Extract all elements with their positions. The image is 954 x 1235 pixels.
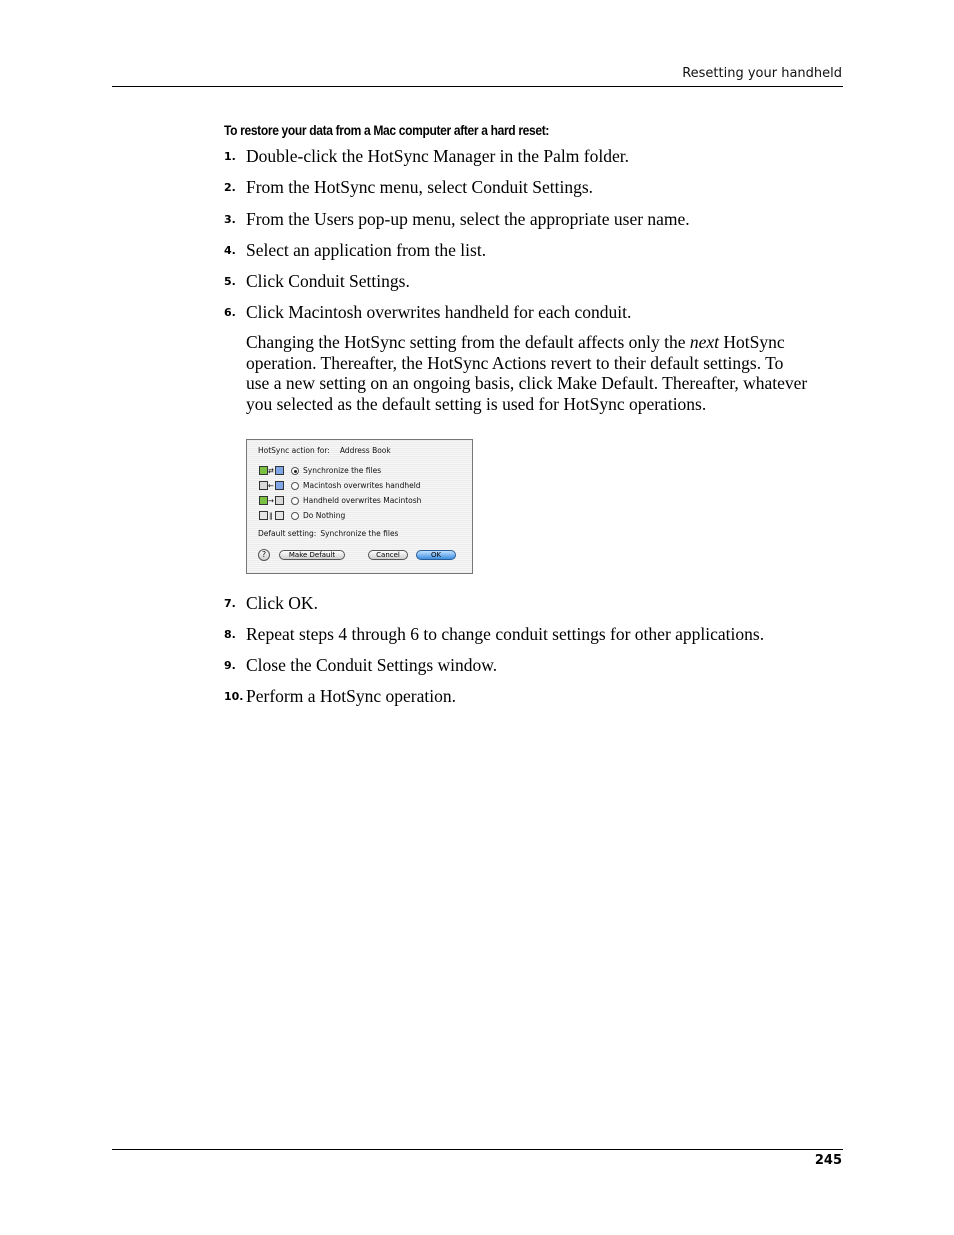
default-setting: Default setting: Synchronize the files <box>258 529 399 538</box>
hotsync-action-label: HotSync action for: Address Book <box>258 446 391 455</box>
option-synchronize-label: Synchronize the files <box>303 466 382 475</box>
note-line-4: you selected as the default setting is used for HotSync operations. <box>246 393 707 414</box>
step-number: 3. <box>224 213 236 226</box>
step-text: Click Macintosh overwrites handheld for each conduit. <box>246 302 632 322</box>
header-rule <box>112 86 843 87</box>
option-mac-overwrites-label: Macintosh overwrites handheld <box>303 481 421 490</box>
radio-synchronize[interactable] <box>291 467 299 475</box>
note-line-3: use a new setting on an ongoing basis, click Make Default. Thereafter, whatever <box>246 373 808 393</box>
default-setting-value: Synchronize the files <box>320 529 399 538</box>
note-line-2: operation. Thereafter, the HotSync Actions revert to their default settings. To <box>246 352 784 373</box>
step-text: Perform a HotSync operation. <box>246 686 456 706</box>
do-nothing-icon: ‖ <box>259 511 285 520</box>
option-do-nothing-label: Do Nothing <box>303 511 346 520</box>
radio-handheld-overwrites[interactable] <box>291 497 299 505</box>
running-header: Resetting your handheld <box>682 66 842 81</box>
step-number: 10. <box>224 690 244 703</box>
radio-do-nothing[interactable] <box>291 512 299 520</box>
step-number: 1. <box>224 150 236 163</box>
handheld-overwrites-icon: → <box>259 496 285 505</box>
step-number: 7. <box>224 597 236 610</box>
step-number: 9. <box>224 659 236 672</box>
step-text: Click Conduit Settings. <box>246 271 410 291</box>
mac-overwrites-icon: ← <box>259 481 285 490</box>
make-default-button[interactable]: Make Default <box>279 550 345 560</box>
step-text: Repeat steps 4 through 6 to change conduit settings for other applications. <box>246 624 765 644</box>
step-6-note <box>246 332 846 414</box>
conduit-name: Address Book <box>339 446 391 455</box>
emphasis-next: next <box>689 332 720 352</box>
step-number: 5. <box>224 275 236 288</box>
step-text: Click OK. <box>246 593 318 613</box>
step-text: From the HotSync menu, select Conduit Settings. <box>246 177 594 197</box>
conduit-settings-dialog <box>246 439 473 574</box>
step-number: 6. <box>224 306 236 319</box>
step-text: Select an application from the list. <box>246 240 487 260</box>
radio-mac-overwrites[interactable] <box>291 482 299 490</box>
step-text: From the Users pop-up menu, select the appropriate user name. <box>246 209 690 229</box>
footer-rule <box>112 1149 843 1150</box>
procedure-title: To restore your data from a Mac computer after a hard reset: <box>224 122 550 138</box>
help-button[interactable]: ? <box>258 549 270 561</box>
page-number: 245 <box>814 1153 842 1168</box>
step-number: 2. <box>224 181 236 194</box>
step-number: 8. <box>224 628 236 641</box>
note-line-1: Changing the HotSync setting from the default affects only the next HotSync <box>246 332 785 352</box>
cancel-button[interactable]: Cancel <box>368 550 408 560</box>
step-text: Close the Conduit Settings window. <box>246 655 498 675</box>
ok-button[interactable]: OK <box>416 550 456 560</box>
sync-icon: ⇄ <box>259 466 285 475</box>
step-text: Double-click the HotSync Manager in the Palm folder. <box>246 146 629 166</box>
option-handheld-overwrites-label: Handheld overwrites Macintosh <box>303 496 422 505</box>
step-number: 4. <box>224 244 236 257</box>
